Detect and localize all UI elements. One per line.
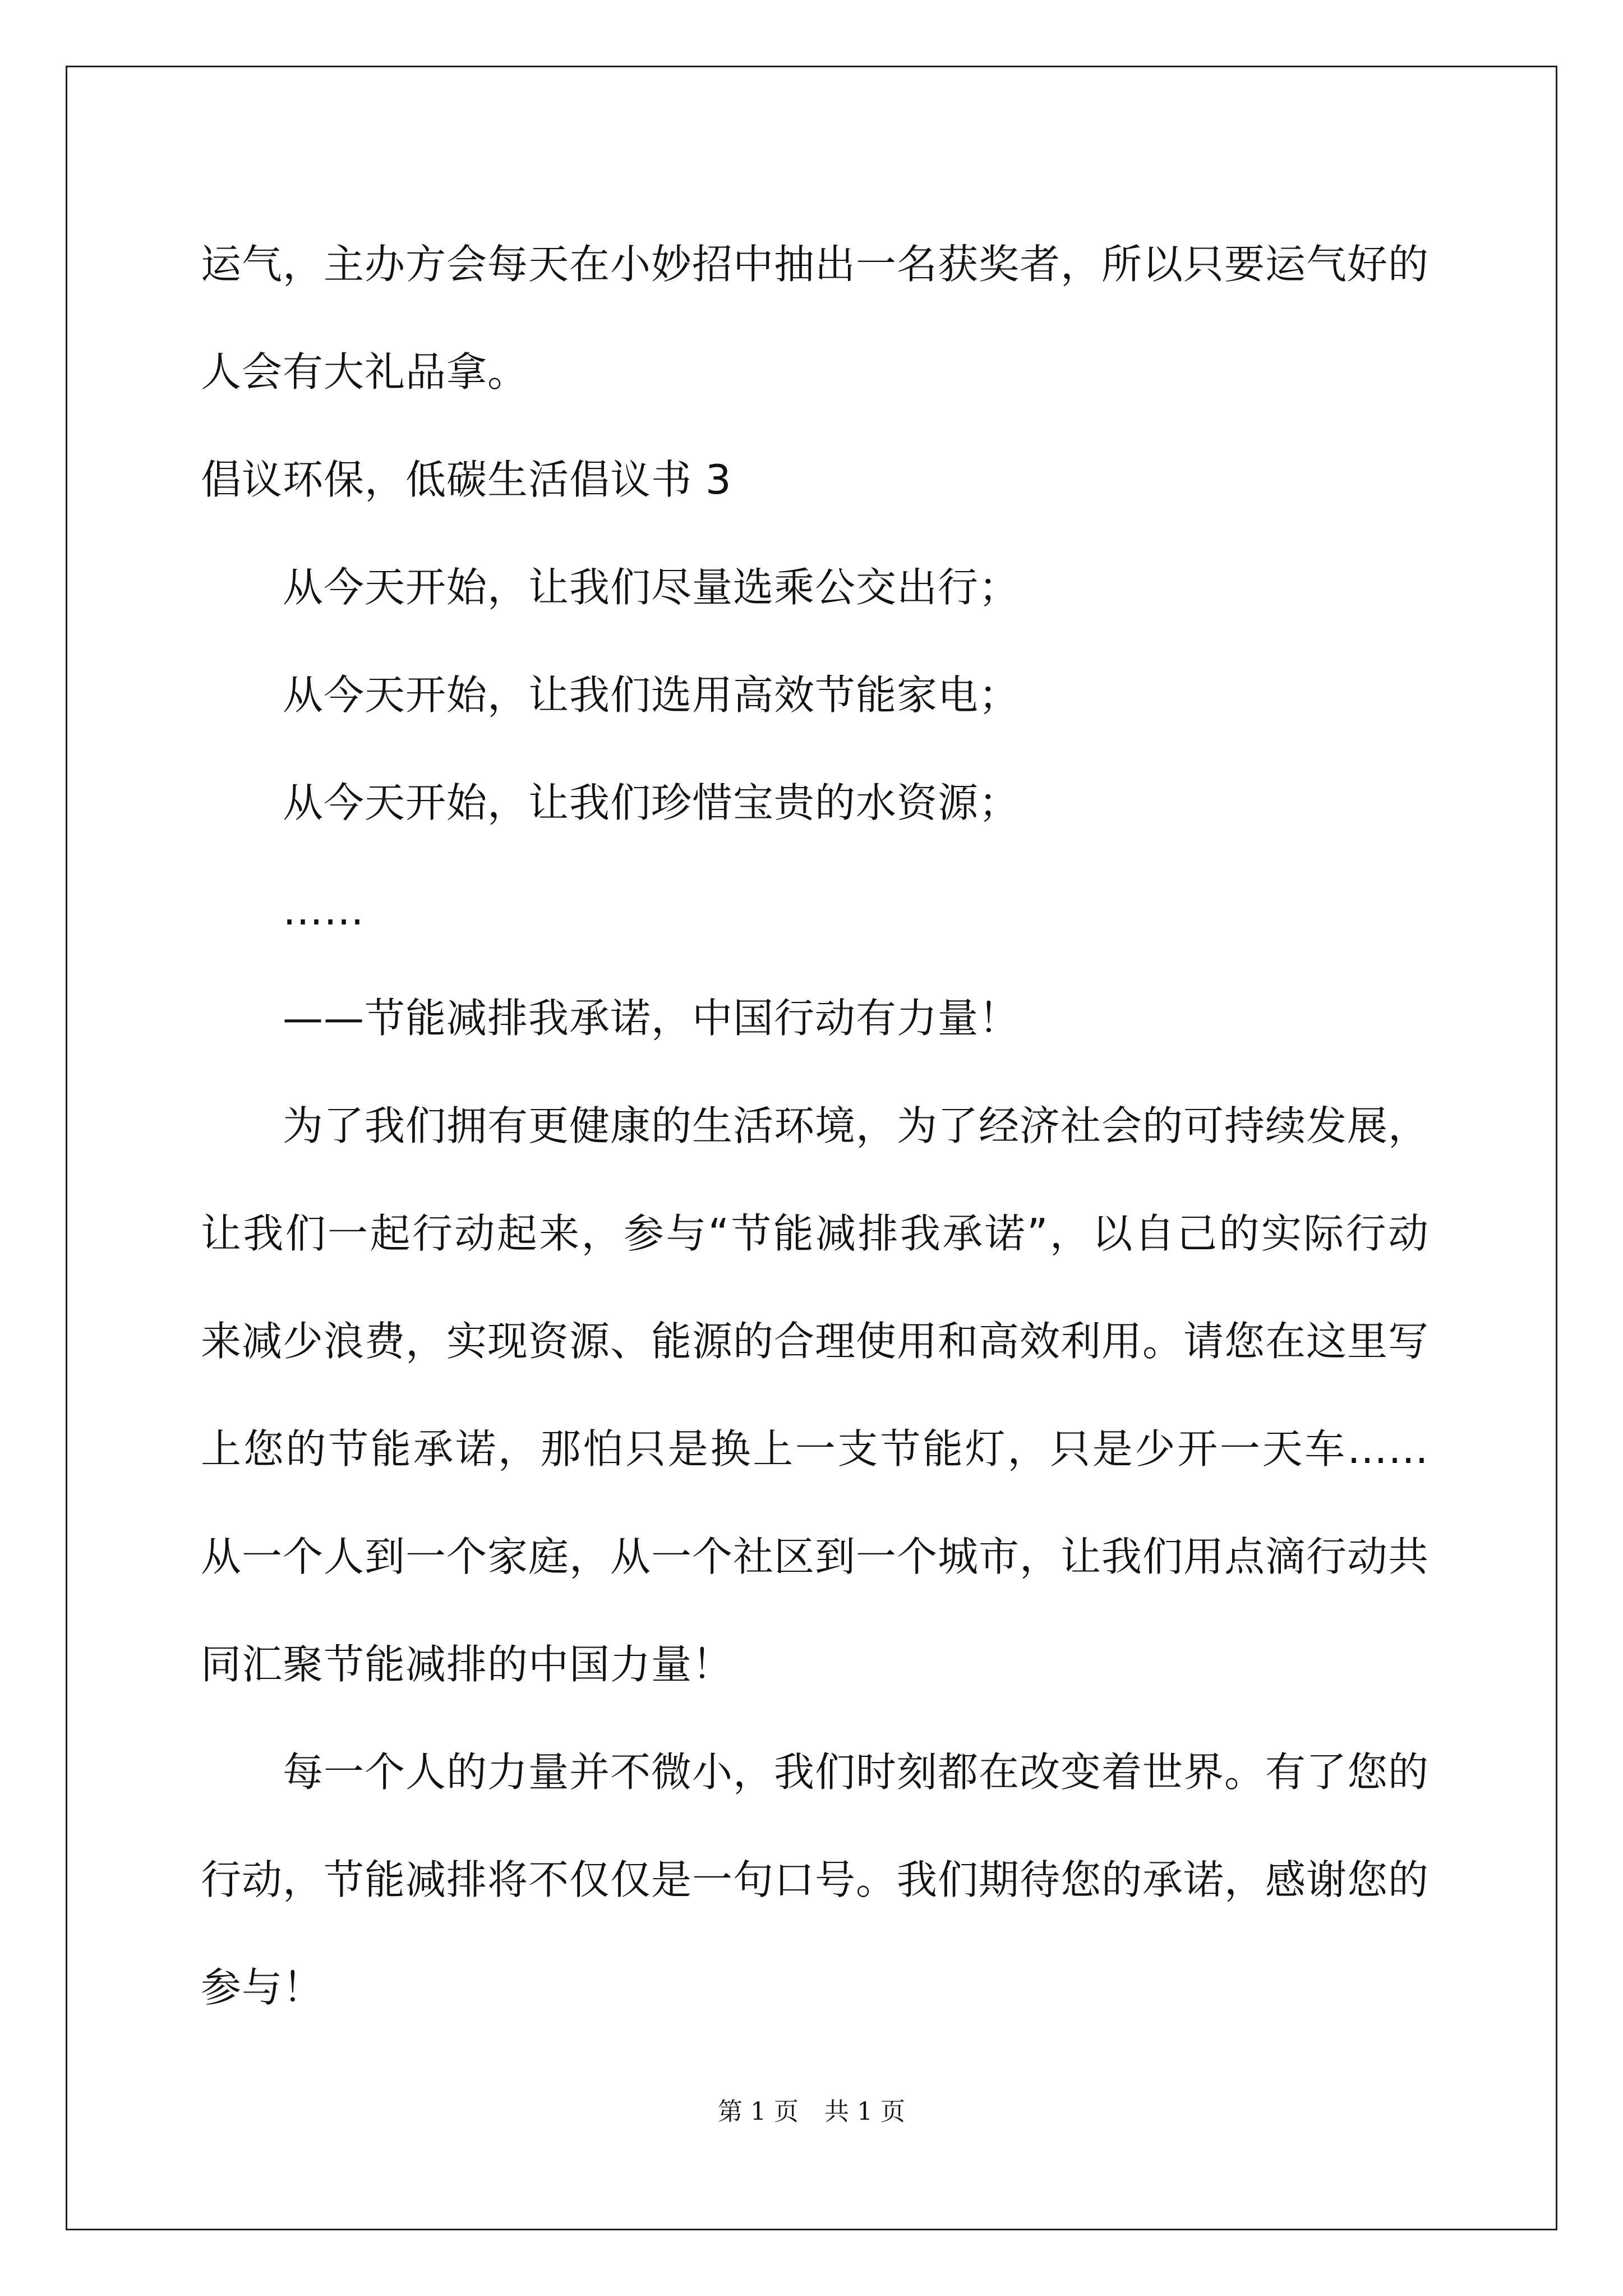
page-count: 共 1 页 [824,2097,905,2126]
ellipsis-line: …… [283,887,365,934]
continuation-paragraph: 运气，主办方会每天在小妙招中抽出一名获奖者，所以只要运气好的人会有大礼品拿。 [201,241,1430,395]
slogan-line: ——节能减排我承诺，中国行动有力量！ [283,995,1020,1042]
page-number: 第 1 页 [718,2097,799,2126]
pledge-line-appliances: 从今天开始，让我们选用高效节能家电； [283,671,1020,719]
page-footer [0,2095,1623,2129]
document-body [201,210,1442,2041]
pledge-line-bus: 从今天开始，让我们尽量选乘公交出行； [283,564,1020,611]
body-paragraph-call-to-action: 为了我们拥有更健康的生活环境，为了经济社会的可持续发展，让我们一起行动起来，参与“节能减排我承诺”，以自己的实际行动来减少浪费，实现资源、能源的合理使用和高效利用。请您在这里写上您的节能承诺，那怕只是换上一支节能灯，只是少开一天车…… 从一个人到一个家庭，从一个社区到一个城市，让我们用点滴行动共同汇聚节能减排的中国力量！ [201,1102,1442,1688]
body-paragraph-closing: 每一个人的力量并不微小，我们时刻都在改变着世界。有了您的行动，节能减排将不仅仅是一句口号。我们期待您的承诺，感谢您的参与！ [201,1749,1430,2011]
section-heading: 倡议环保，低碳生活倡议书 3 [201,456,732,503]
pledge-line-water: 从今天开始，让我们珍惜宝贵的水资源； [283,779,1020,826]
